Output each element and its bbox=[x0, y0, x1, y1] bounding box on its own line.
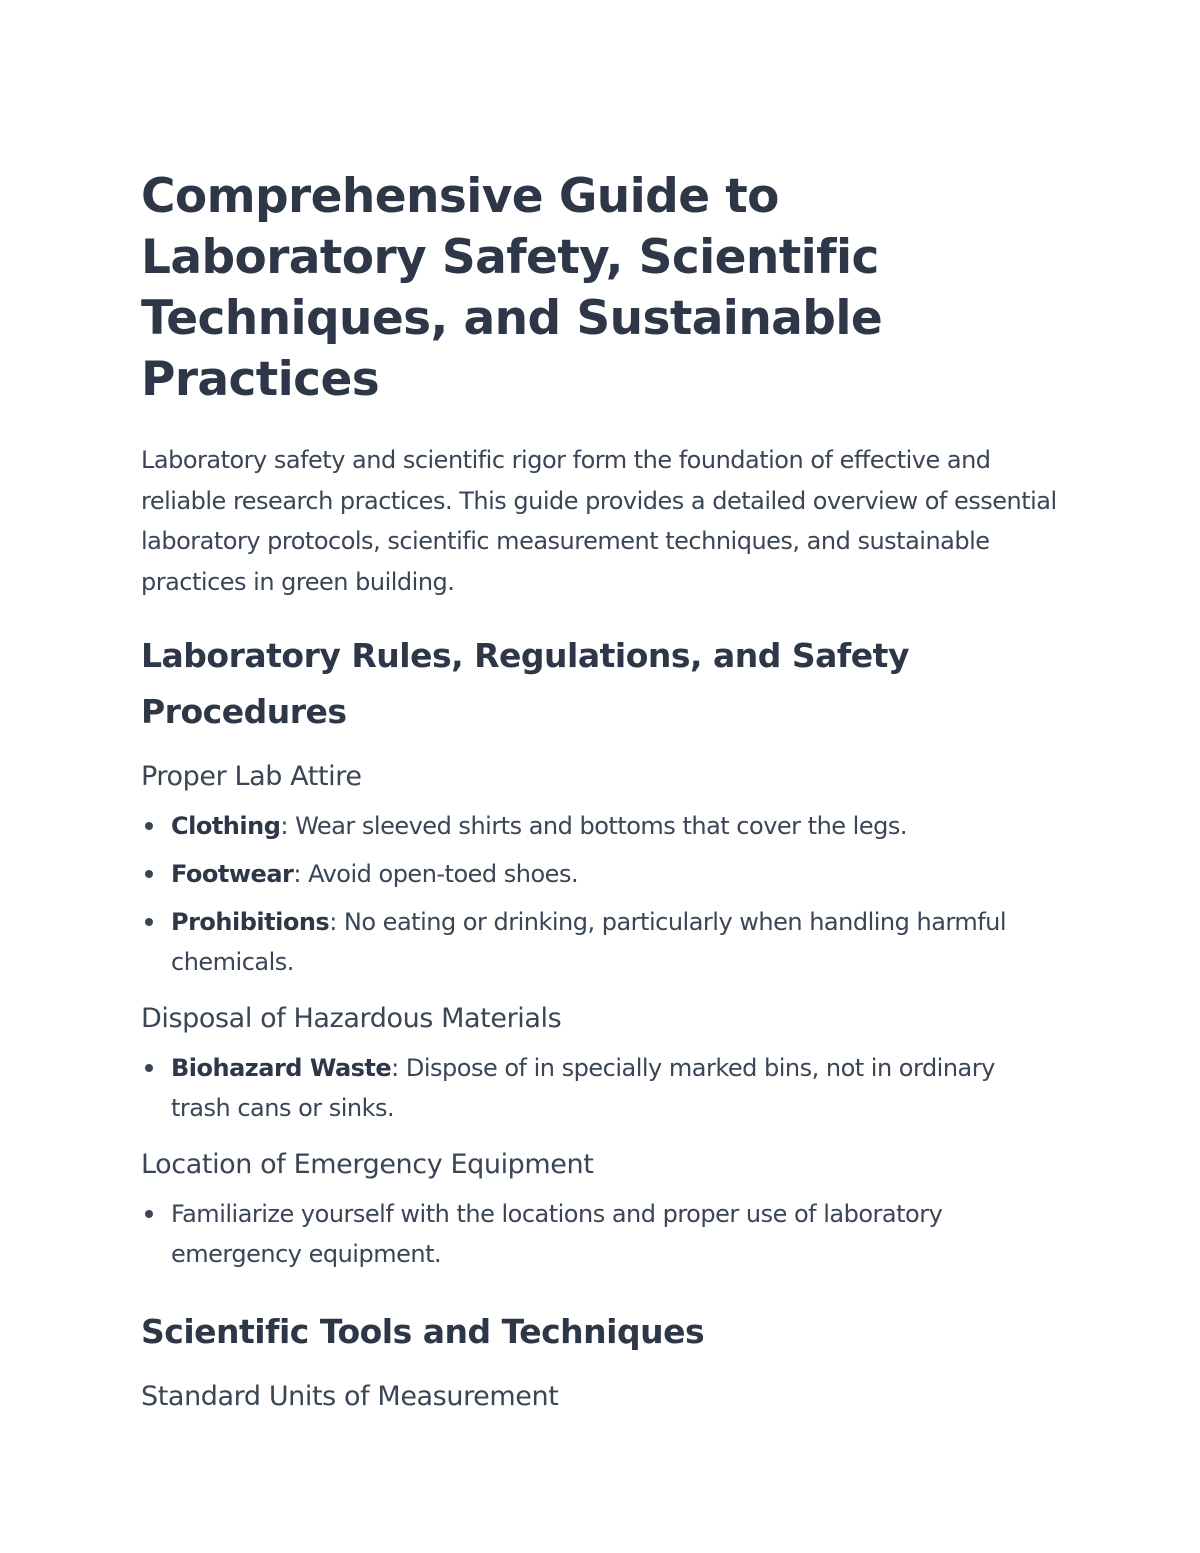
emergency-equipment-list bbox=[141, 1194, 1061, 1274]
list-item-text: Familiarize yourself with the locations and proper use of laboratory emergency equipment. bbox=[171, 1200, 943, 1268]
list-item-term: Footwear bbox=[171, 860, 294, 888]
section-heading-lab-rules: Laboratory Rules, Regulations, and Safety Procedures bbox=[141, 636, 909, 731]
bullet-icon bbox=[145, 1064, 153, 1072]
list-item-term: Clothing bbox=[171, 812, 281, 840]
list-item-text: : No eating or drinking, particularly when handling harmful chemicals. bbox=[171, 908, 1007, 976]
list-item bbox=[141, 806, 1061, 846]
list-item-term: Prohibitions bbox=[171, 908, 330, 936]
list-item bbox=[141, 1048, 1061, 1128]
list-item-text: : Dispose of in specially marked bins, not in ordinary trash cans or sinks. bbox=[171, 1054, 995, 1122]
list-item-text: : Avoid open-toed shoes. bbox=[293, 860, 579, 888]
bullet-icon bbox=[145, 870, 153, 878]
subsection-heading-emergency-equipment: Location of Emergency Equipment bbox=[141, 1149, 594, 1180]
hazardous-disposal-list bbox=[141, 1048, 1061, 1128]
document bbox=[141, 166, 1061, 1420]
list-item bbox=[141, 854, 1061, 894]
list-item-term: Biohazard Waste bbox=[171, 1054, 392, 1082]
page-title: Comprehensive Guide to Laboratory Safety, Scientific Techniques, and Sustainable Practices bbox=[141, 169, 883, 407]
subsection-heading-lab-attire: Proper Lab Attire bbox=[141, 761, 362, 792]
list-item bbox=[141, 1194, 1061, 1274]
subsection-heading-units-of-measurement: Standard Units of Measurement bbox=[141, 1381, 559, 1412]
list-item bbox=[141, 902, 1061, 982]
bullet-icon bbox=[145, 822, 153, 830]
bullet-icon bbox=[145, 1210, 153, 1218]
list-item-text: : Wear sleeved shirts and bottoms that cover the legs. bbox=[280, 812, 907, 840]
bullet-icon bbox=[145, 918, 153, 926]
subsection-heading-hazardous-disposal: Disposal of Hazardous Materials bbox=[141, 1003, 562, 1034]
lab-attire-list bbox=[141, 806, 1061, 982]
intro-paragraph: Laboratory safety and scientific rigor form the foundation of effective and reliable research practices. This guide provides a detailed overview of essential laboratory protocols, scientific measurement techniques, and sustainable practices in green building. bbox=[141, 446, 1057, 596]
section-heading-scientific-tools: Scientific Tools and Techniques bbox=[141, 1312, 705, 1351]
